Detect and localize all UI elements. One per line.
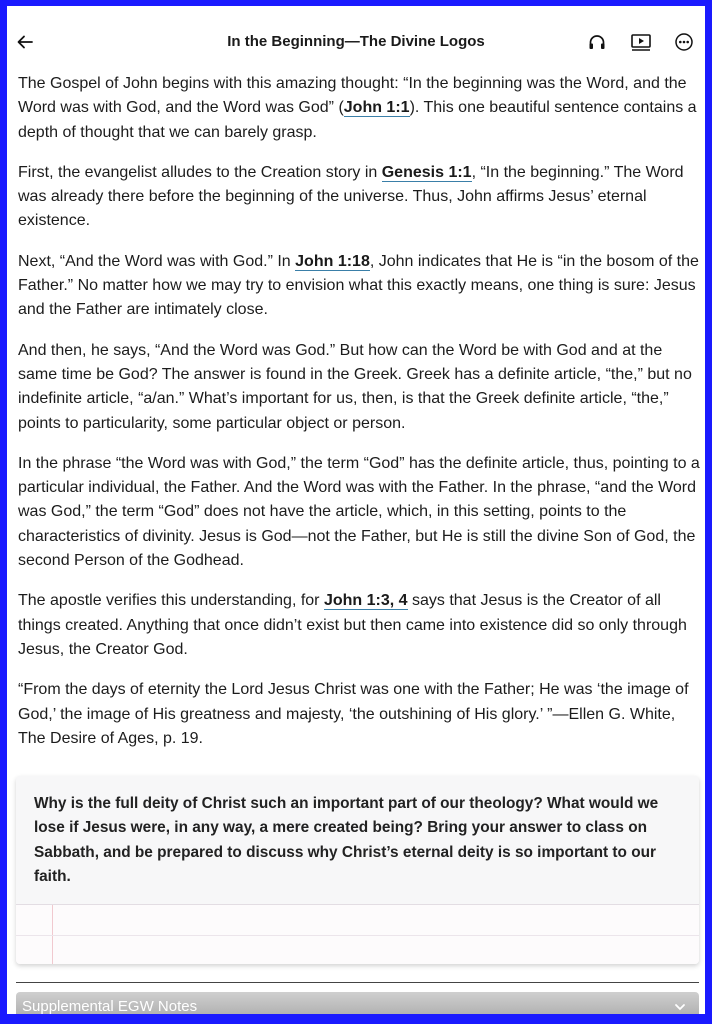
supplemental-notes-label: Supplemental EGW Notes (22, 998, 198, 1014)
supplemental-notes-toggle[interactable] (16, 992, 699, 1014)
paragraph (18, 678, 705, 751)
paragraph (18, 250, 705, 323)
paragraph-text: Next, “And the Word was with God.” In (18, 252, 296, 270)
scripture-link[interactable]: John 1:18 (295, 252, 370, 270)
discussion-question: Why is the full deity of Christ such an important part of our theology? What would we lose if Jesus were, in any way, a mere created being? Bring your answer to class on Sabbath, and be prepared to discuss why Christ’s eternal deity is so important to our faith. (34, 795, 659, 885)
paragraph-text: , John indicates that He is “in the bosom of the Father.” No matter how we may try to envision what this exactly means, one thing is sure: Jesus and the Father are intimately close. (18, 252, 699, 319)
audio-button[interactable] (585, 30, 609, 54)
chevron-down-icon (673, 1000, 687, 1014)
paragraph-text: , “In the beginning.” The Word was already there before the beginning of the universe. Thus, John affirms Jesus’ eternal existence. (18, 163, 684, 230)
headphones-icon (587, 32, 607, 52)
paragraph-text: And then, he says, “And the Word was God.” But how can the Word be with God and at the same time be God? The answer is found in the Greek. Greek has a definite article, “the,” but no indefinite article, “a/an.” What’s important for us, then, is that the Greek definite article, “the,” points to particularity, some particular object or person. (18, 341, 692, 432)
paragraph (18, 72, 705, 145)
paragraph (18, 339, 705, 436)
paragraph-text: “From the days of eternity the Lord Jesus Christ was one with the Father; He was ‘the image of God,’ the image of His greatness and majesty, ‘the outshining of His glory.’ ”—Ellen G. White, The Desire of Ages, p. 19. (18, 681, 689, 747)
paragraph-text: In the phrase “the Word was with God,” the term “God” has the definite article, thus, pointing to a particular individual, the Father. And the Word was with the Father. In the phrase, “and the Word was God,” the term “God” does not have the article, which, in this setting, points to the characteristics of divinity. Jesus is God—not the Father, but He is still the divine Son of God, the second Person of the Godhead. (18, 454, 700, 570)
scripture-link[interactable]: John 1:3, 4 (323, 592, 408, 610)
play-video-icon (630, 32, 652, 52)
notes-input[interactable] (16, 904, 699, 964)
paragraph-text: The Gospel of John begins with this amazing thought: “In the beginning was the Word, and the Word was with God, and the Word was God” ( (18, 75, 687, 117)
paragraph (18, 589, 705, 662)
notes-ruled-line (16, 935, 699, 936)
discussion-question-card (16, 776, 699, 964)
paragraph (18, 452, 705, 573)
app-window (7, 6, 705, 1014)
back-arrow-icon (17, 34, 33, 50)
paragraph-text: ). This one beautiful sentence contains a depth of thought that we can barely grasp. (18, 99, 697, 141)
more-options-icon (674, 32, 694, 52)
page-title: In the Beginning—The Divine Logos (227, 33, 485, 50)
scripture-link[interactable]: John 1:1 (343, 99, 410, 117)
top-bar (7, 6, 705, 74)
paragraph-text: says that Jesus is the Creator of all things created. Anything that once didn’t exist but then came into existence did so only through Jesus, the Creator God. (18, 592, 687, 658)
video-button[interactable] (629, 30, 653, 54)
lesson-content (18, 72, 705, 767)
back-button[interactable] (13, 30, 37, 54)
more-options-button[interactable] (672, 30, 696, 54)
scripture-link[interactable]: Genesis 1:1 (381, 163, 472, 181)
paragraph (18, 161, 705, 234)
paragraph-text: The apostle verifies this understanding, for (18, 592, 324, 610)
paragraph-text: First, the evangelist alludes to the Creation story in (18, 163, 382, 181)
section-divider (16, 982, 699, 983)
